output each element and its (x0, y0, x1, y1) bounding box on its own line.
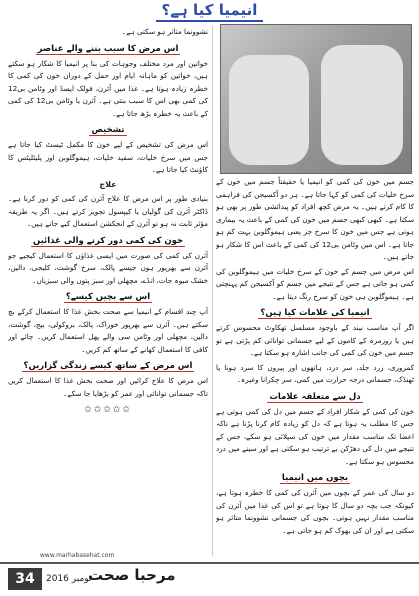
paragraph: جسم میں خون کی کمی کو انیمیا یا حقیقتاً جسم میں خون کے سرخ خلیات کی کمی کو کہا جاتا ہے۔ ہر دو آکسیجن کی فراہمی کا کام کرتے ہیں۔ یہ مرض کچھ افراد کو پیدائشی طور پر بھی ہو سکتا ہے۔ کبھی کبھی جسم میں خون کی کمی کے باعث یہ بیماری ہوتی ہے جس میں خون کا سرخ جز یعنی ہیموگلوبن بہت کم ہو جاتا ہے۔ اس میں وٹامن بی12 کی کمی کے باعث اس کا شکار ہو جاتے ہیں۔ (216, 177, 414, 261)
paragraph: اس مرض کی تشخیص کے لیے خون کا مکمل ٹیسٹ کیا جاتا ہے جس میں سرخ خلیات، سفید خلیات، ہیموگلوبن اور پلیٹلیٹس کا کاؤنٹ کیا جاتا ہے۔ (8, 140, 208, 174)
section-heading: اس مرض کے ساتھ کیسے زندگی گزاریں؟ (23, 361, 193, 371)
section-heading: بچوں میں انیمیا (281, 473, 349, 483)
page-number: 34 (8, 568, 42, 590)
paragraph: آئرن کی کمی کی صورت میں ایسی غذاؤں کا استعمال کیجیے جو آئرن سے بھرپور ہوں جیسے پالک، سرخ گوشت، کلیجی، دالیں، خشک میوہ جات، انڈے، مچھلی اور سبز پتوں والی سبزیاں۔ (8, 250, 208, 285)
article-title: انیمیا کیا ہے؟ (156, 0, 264, 22)
right-hand-shape (321, 45, 403, 165)
section-heading: انیمیا کی علامات کیا ہیں؟ (260, 308, 370, 318)
section-heading: اس سے بچیں کیسے؟ (65, 292, 151, 302)
left-hand-shape (229, 55, 309, 165)
stars-separator: ✩✩✩✩✩ (84, 405, 132, 415)
left-column (8, 26, 208, 554)
paragraph: اس مرض میں جسم کے خون کے سرخ خلیات میں ہیموگلوبن کی کمی ہو جاتی ہے جس کے نتیجے میں جسم کو آکسیجن کم پہنچتی ہے۔ ہیموگلوبن ہی خون کو سرخ رنگ دیتا ہے۔ (216, 266, 414, 301)
section-heading: دل سے متعلقہ علامات (269, 391, 361, 402)
paragraph: اگر آپ مناسب نیند کے باوجود مسلسل تھکاوٹ محسوس کرتے ہیں یا روزمرہ کے کاموں کے لیے جسمانی توانائی کم پڑتی ہے تو جسم میں خون کی کمی کی جانب اشارہ ہو سکتا ہے۔ (216, 323, 414, 357)
paragraph: نشوونما متاثر ہو سکتی ہے۔ (122, 27, 208, 36)
paragraph: اس مرض کا علاج کرائیں اور صحت بخش غذا کا استعمال کریں تاکہ جسمانی توانائی اور عمر کو بڑھایا جا سکے۔ (8, 376, 208, 398)
paragraph: دو سال کی عمر کے بچوں میں آئرن کی کمی کا خطرہ ہوتا ہے، کیونکہ جب بچہ دو سال کا ہوتا ہے تو اس کی غذا میں آئرن کی مناسب مقدار نہیں ہوتی۔ بچوں کی جسمانی نشوونما متاثر ہو سکتی ہے اور ان کی بھوک کم ہو جاتی ہے۔ (216, 488, 414, 535)
right-column (216, 176, 414, 554)
paragraph: آپ چند اقسام کے انیمیا سے صحت بخش غذا کا استعمال کرکے بچ سکتے ہیں۔ آئرن سے بھرپور خوراک، پالک، بروکولی، بیج، گوشت، دالیں، مچھلی اور وٹامن سی والے پھل استعمال کریں۔ چائے اور کافی کا استعمال کھانے کے ساتھ کم کریں۔ (8, 307, 208, 354)
issue-date: نومبر 2016 (46, 574, 92, 584)
sub-heading: علاج (99, 179, 117, 189)
section-heading: خون کی کمی دور کرنے والی غذائیں (32, 235, 184, 246)
column-divider (212, 26, 213, 556)
hands-photo (220, 24, 412, 174)
page-footer (0, 552, 419, 596)
section-heading: اس مرض کا سبب بننے والے عناصر (37, 43, 179, 54)
paragraph: بنیادی طور پر اس مرض کا علاج آئرن کی کمی کو دور کرنا ہے۔ ڈاکٹر آئرن کی گولیاں یا کیپسول تجویز کرتے ہیں۔ اگر یہ طریقہ مؤثر ثابت نہ ہو تو آئرن کے انجکشن استعمال کیے جاتے ہیں۔ (8, 194, 208, 228)
paragraph: کمزوری، زرد جلد، سر درد، ہاتھوں اور پیروں کا سرد ہونا یا ٹھنڈک، جسمانی درجہ حرارت میں کمی، سر چکرانا وغیرہ۔ (216, 362, 414, 384)
article-title-bar (0, 0, 419, 22)
section-heading: تشخیص (91, 125, 125, 135)
magazine-logo: مرحبا صحت (88, 566, 176, 584)
website-link[interactable]: www.marhabasehat.com (40, 552, 115, 559)
paragraph: خون کی کمی کے شکار افراد کے جسم میں دل کی کمی ہوتی ہے جس کا مطلب یہ ہوتا ہے کہ دل کو زیادہ کام کرنا پڑتا ہے تاکہ اعضا تک مناسب مقدار میں خون کی سپلائی ہو سکے، جس کے نتیجے میں دل کی دھڑکن بے ترتیب ہو سکتی ہے اور سینے میں درد محسوس ہو سکتا ہے۔ (216, 406, 414, 466)
paragraph: خواتین اور مرد مختلف وجوہات کی بنا پر انیمیا کا شکار ہو سکتے ہیں، خواتین کو ماہانہ ایام اور حمل کے دوران خون کی کمی کا خطرہ زیادہ ہوتا ہے۔ غذا میں آئرن، فولک ایسڈ اور وٹامن بی12 کی کمی بھی اس کا سبب بنتی ہے۔ آئرن یا وٹامن بی12 کی کمی کے باعث یہ خطرہ بڑھ جاتا ہے۔ (8, 58, 208, 118)
